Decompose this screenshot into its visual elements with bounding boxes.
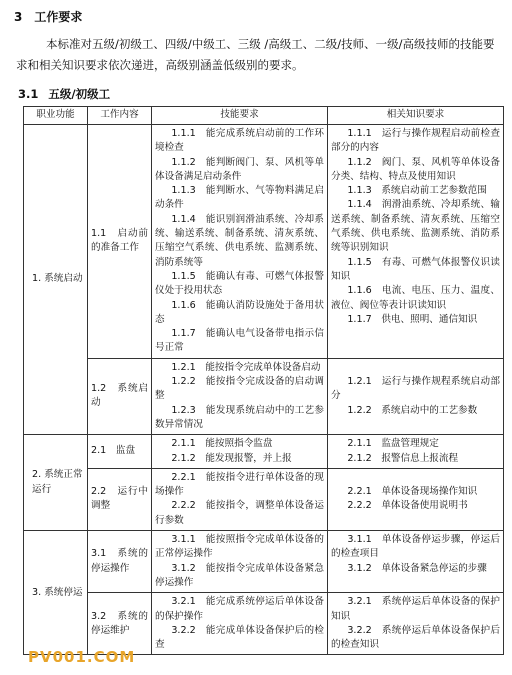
knowledge-item: 3.2.1 系统停运后单体设备的保护知识 — [331, 596, 500, 622]
knowledge-item: 1.1.7 供电、照明、通信知识 — [347, 313, 478, 325]
skill-item: 2.1.2 能发现报警，并上报 — [171, 452, 292, 464]
knowledge-item: 1.1.2 阀门、泵、风机等单体设备分类、结构、特点及使用知识 — [331, 156, 500, 182]
requirements-table — [23, 106, 504, 655]
table-row — [24, 531, 504, 593]
content-cell: 2.2 运行中调整 — [88, 468, 152, 530]
skill-item: 2.2.2 能按指令，调整单体设备运行参数 — [155, 500, 324, 526]
knowledge-item: 1.1.6 电流、电压、压力、温度、液位、阀位等表计识读知识 — [331, 285, 500, 311]
skill-item: 1.1.6 能确认消防设施处于备用状态 — [155, 299, 324, 325]
knowledge-item: 2.2.2 单体设备使用说明书 — [347, 500, 468, 512]
skill-item: 1.2.2 能按指令完成设备的启动调整 — [155, 376, 324, 402]
content-cell: 3.1 系统的停运操作 — [88, 531, 152, 593]
skill-cell — [152, 531, 328, 593]
knowledge-item: 3.1.2 单体设备紧急停运的步骤 — [347, 562, 487, 574]
skill-cell — [152, 358, 328, 434]
skill-item: 3.1.2 能按指令完成单体设备紧急停运操作 — [155, 562, 324, 588]
knowledge-item: 1.2.1 运行与操作规程系统启动部分 — [331, 376, 500, 402]
skill-item: 1.2.3 能发现系统启动中的工艺参数异常情况 — [155, 404, 324, 430]
table-header-row — [24, 107, 504, 125]
knowledge-item: 3.1.1 单体设备停运步骤，停运后的检查项目 — [331, 534, 500, 560]
knowledge-item: 3.2.2 系统停运后单体设备保护后的检查知识 — [331, 624, 500, 651]
section-title — [14, 8, 82, 25]
skill-item: 1.1.1 能完成系统启动前的工作环境检查 — [155, 128, 324, 154]
knowledge-item: 1.1.3 系统启动前工艺参数范围 — [347, 185, 487, 197]
skill-cell — [152, 435, 328, 469]
knowledge-cell — [328, 531, 504, 593]
skill-cell — [152, 125, 328, 359]
knowledge-item: 2.2.1 单体设备现场操作知识 — [347, 486, 478, 498]
function-cell: 1. 系统启动 — [24, 125, 88, 435]
subsection-number: 3.1 — [18, 87, 39, 101]
table-row — [24, 593, 504, 655]
skill-item: 3.2.1 能完成系统停运后单体设备的保护操作 — [155, 596, 324, 622]
skill-item: 1.1.3 能判断水、气等物料满足启动条件 — [155, 185, 324, 211]
content-cell: 1.2 系统启动 — [88, 358, 152, 434]
skill-item: 1.2.1 能按指令完成单体设备启动 — [171, 361, 321, 373]
knowledge-cell — [328, 125, 504, 359]
header-function: 职业功能 — [24, 107, 88, 125]
function-cell: 3. 系统停运 — [24, 531, 88, 655]
content-cell: 2.1 监盘 — [88, 435, 152, 469]
subsection-title-text: 五级/初级工 — [48, 87, 111, 101]
content-cell: 3.2 系统的停运维护 — [88, 593, 152, 655]
section-title-text: 工作要求 — [34, 10, 83, 24]
skill-item: 1.1.2 能判断阀门、泵、风机等单体设备满足启动条件 — [155, 156, 324, 182]
skill-item: 1.1.7 能确认电气设备带电指示信号正常 — [155, 328, 324, 354]
header-content: 工作内容 — [88, 107, 152, 125]
knowledge-item: 1.1.5 有毒、可燃气体报警仪识读知识 — [331, 256, 500, 282]
skill-item: 3.1.1 能按照指令完成单体设备的正常停运操作 — [155, 534, 324, 560]
intro-paragraph: 本标准对五级/初级工、四级/中级工、三级 /高级工、二级/技师、一级/高级技师的技能要求和相关知识要求依次递进，高级别涵盖低级别的要求。 — [16, 37, 495, 72]
knowledge-cell — [328, 468, 504, 530]
skill-cell — [152, 468, 328, 530]
knowledge-item: 1.1.4 润滑油系统、冷却系统、输送系统、制备系统、清灰系统、压缩空气系统、供电系统、监测系统、消防系统等识别知识 — [331, 199, 500, 254]
watermark-logo: PV001.COM — [28, 648, 136, 666]
table-row — [24, 125, 504, 359]
skill-item: 1.1.4 能识别润滑油系统、冷却系统、输送系统、制备系统、清灰系统、压缩空气系统、供电系统、监测系统、消防系统等 — [155, 213, 324, 268]
table-row — [24, 358, 504, 434]
subsection-title — [18, 86, 110, 102]
skill-item: 1.1.5 能确认有毒、可燃气体报警仪处于投用状态 — [155, 270, 324, 297]
header-skill: 技能要求 — [152, 107, 328, 125]
knowledge-item: 1.2.2 系统启动中的工艺参数 — [347, 404, 478, 416]
skill-item: 3.2.2 能完成单体设备保护后的检查 — [155, 624, 324, 651]
function-cell: 2. 系统正常运行 — [24, 435, 88, 531]
skill-cell — [152, 593, 328, 655]
knowledge-cell — [328, 593, 504, 655]
skill-item: 2.2.1 能按指令进行单体设备的现场操作 — [155, 471, 324, 498]
content-cell: 1.1 启动前的准备工作 — [88, 125, 152, 359]
knowledge-cell — [328, 435, 504, 469]
table-row — [24, 435, 504, 469]
knowledge-item: 2.1.2 报警信息上报流程 — [347, 452, 459, 464]
table-row — [24, 468, 504, 530]
knowledge-item: 1.1.1 运行与操作规程启动前检查部分的内容 — [331, 128, 500, 154]
section-number: 3 — [14, 10, 23, 24]
knowledge-cell — [328, 358, 504, 434]
header-knowledge: 相关知识要求 — [328, 107, 504, 125]
skill-item: 2.1.1 能按照指令监盘 — [171, 438, 273, 450]
knowledge-item: 2.1.1 监盘管理规定 — [347, 438, 439, 450]
